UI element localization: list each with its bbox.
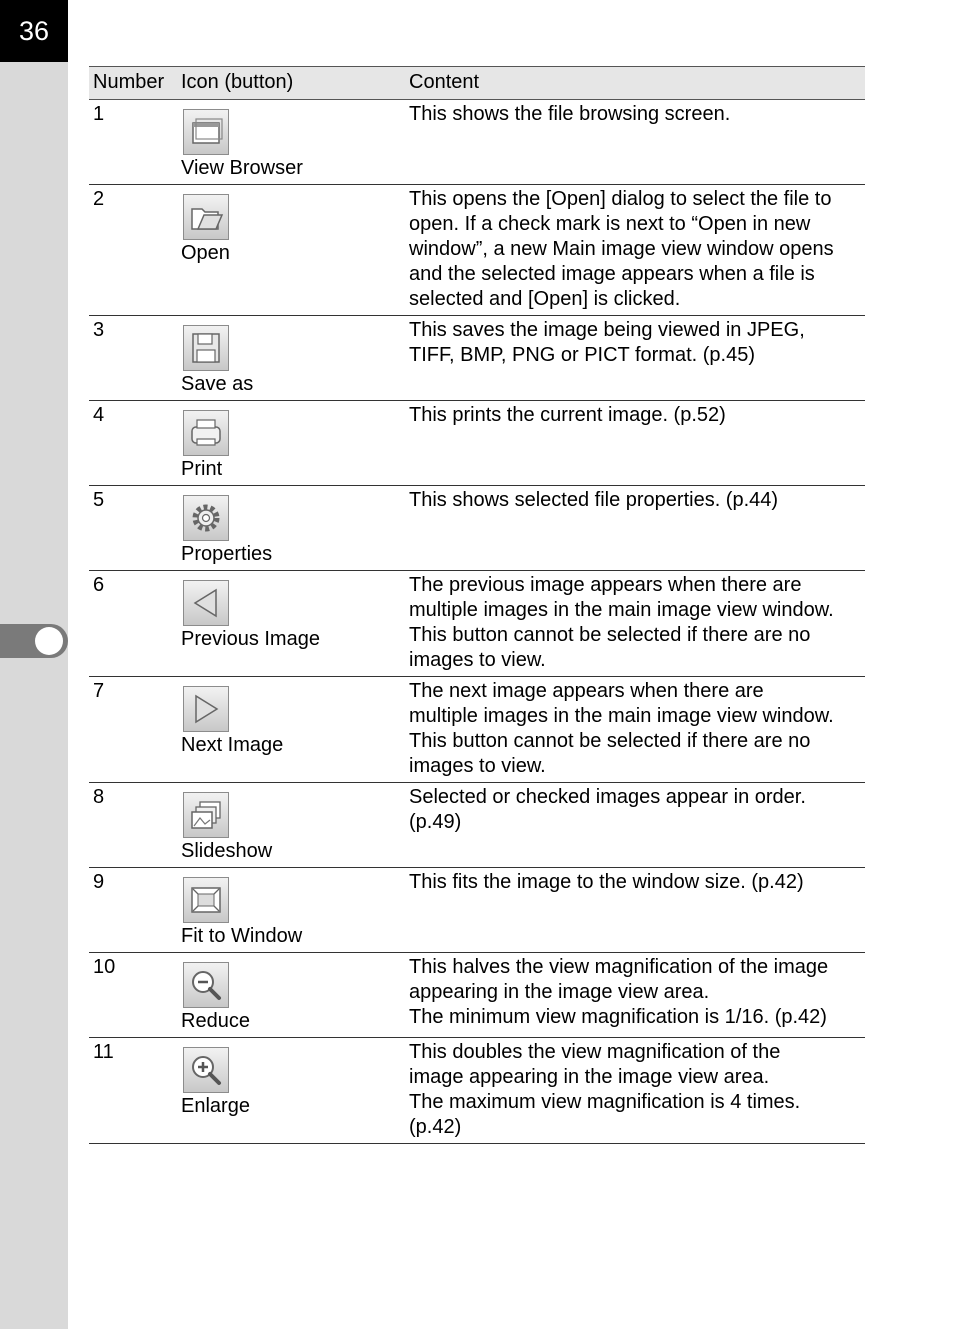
row-content: [405, 953, 865, 1038]
content-line: This doubles the view magnification of the: [409, 1041, 781, 1063]
row-icon-cell: [177, 783, 405, 868]
icon-label: Previous Image: [181, 628, 320, 650]
table-row: [89, 571, 865, 677]
table-row: [89, 677, 865, 783]
row-content: [405, 185, 865, 316]
row-number: 5: [89, 486, 177, 571]
row-icon-cell: [177, 571, 405, 677]
row-number: 6: [89, 571, 177, 677]
content-line: images to view.: [409, 755, 546, 777]
zoom-out-icon: [183, 962, 229, 1008]
content-line: TIFF, BMP, PNG or PICT format. (p.45): [409, 344, 756, 366]
row-number: 7: [89, 677, 177, 783]
printer-icon: [183, 410, 229, 456]
floppy-disk-icon: [183, 325, 229, 371]
header-icon: Icon (button): [177, 67, 405, 100]
slideshow-icon: [183, 792, 229, 838]
row-content: [405, 316, 865, 401]
triangle-left-icon: [183, 580, 229, 626]
content-line: images to view.: [409, 649, 546, 671]
icon-label: Reduce: [181, 1010, 250, 1032]
zoom-in-icon: [183, 1047, 229, 1093]
row-content: [405, 486, 865, 571]
content-line: Selected or checked images appear in order.: [409, 786, 806, 808]
row-number: 10: [89, 953, 177, 1038]
content-line: (p.49): [409, 811, 462, 833]
row-content: [405, 783, 865, 868]
content-line: The previous image appears when there are: [409, 574, 802, 596]
content-line: This button cannot be selected if there are no: [409, 624, 811, 646]
table-row: [89, 401, 865, 486]
side-margin-strip: [0, 0, 68, 1329]
table-row: [89, 1038, 865, 1144]
content-line: The minimum view magnification is 1/16. (p.42): [409, 1006, 827, 1028]
icon-label: Open: [181, 242, 230, 264]
page-number: 36: [18, 16, 50, 46]
chapter-tab-dot: [35, 627, 63, 655]
content-line: open. If a check mark is next to “Open in new: [409, 213, 811, 235]
content-line: selected and [Open] is clicked.: [409, 288, 681, 310]
icon-label: Next Image: [181, 734, 284, 756]
table-row: [89, 316, 865, 401]
content-line: multiple images in the main image view window.: [409, 705, 834, 727]
row-icon-cell: [177, 316, 405, 401]
content-line: window”, a new Main image view window opens: [409, 238, 834, 260]
content-line: appearing in the image view area.: [409, 981, 710, 1003]
row-content: [405, 571, 865, 677]
content-line: image appearing in the image view area.: [409, 1066, 770, 1088]
table-row: [89, 100, 865, 185]
row-icon-cell: [177, 677, 405, 783]
table-row: [89, 486, 865, 571]
row-content: [405, 1038, 865, 1144]
open-folder-icon: [183, 194, 229, 240]
row-icon-cell: [177, 100, 405, 185]
row-number: 3: [89, 316, 177, 401]
row-icon-cell: [177, 486, 405, 571]
table-row: [89, 953, 865, 1038]
table-row: [89, 868, 865, 953]
content-line: This shows the file browsing screen.: [409, 103, 731, 125]
row-number: 8: [89, 783, 177, 868]
row-number: 9: [89, 868, 177, 953]
content-line: This halves the view magnification of the image: [409, 956, 829, 978]
icon-label: Slideshow: [181, 840, 273, 862]
content-line: This shows selected file properties. (p.44): [409, 489, 779, 511]
content-line: and the selected image appears when a file is: [409, 263, 815, 285]
content-line: This prints the current image. (p.52): [409, 404, 726, 426]
row-content: [405, 868, 865, 953]
fit-window-icon: [183, 877, 229, 923]
icon-label: Properties: [181, 543, 273, 565]
table-header-row: [89, 67, 865, 100]
row-icon-cell: [177, 1038, 405, 1144]
header-content: Content: [405, 67, 865, 100]
content-line: This fits the image to the window size. (p.42): [409, 871, 804, 893]
table-row: [89, 783, 865, 868]
row-number: 4: [89, 401, 177, 486]
row-number: 11: [89, 1038, 177, 1144]
row-number: 1: [89, 100, 177, 185]
view-browser-icon: [183, 109, 229, 155]
row-content: [405, 677, 865, 783]
icon-label: Enlarge: [181, 1095, 250, 1117]
header-number: Number: [89, 67, 177, 100]
triangle-right-icon: [183, 686, 229, 732]
content-line: This saves the image being viewed in JPEG,: [409, 319, 805, 341]
content-line: This opens the [Open] dialog to select the file to: [409, 188, 832, 210]
row-icon-cell: [177, 401, 405, 486]
content-line: multiple images in the main image view window.: [409, 599, 834, 621]
icon-label: Fit to Window: [181, 925, 303, 947]
row-icon-cell: [177, 868, 405, 953]
content-line: This button cannot be selected if there are no: [409, 730, 811, 752]
table-row: [89, 185, 865, 316]
content-line: The next image appears when there are: [409, 680, 764, 702]
row-number: 2: [89, 185, 177, 316]
row-icon-cell: [177, 953, 405, 1038]
gear-icon: [183, 495, 229, 541]
icon-label: Print: [181, 458, 223, 480]
icon-label: Save as: [181, 373, 254, 395]
content-line: The maximum view magnification is 4 times.: [409, 1091, 801, 1113]
row-icon-cell: [177, 185, 405, 316]
content-line: (p.42): [409, 1116, 462, 1138]
icon-label: View Browser: [181, 157, 303, 179]
button-reference-table: [89, 66, 865, 1144]
row-content: [405, 401, 865, 486]
row-content: [405, 100, 865, 185]
